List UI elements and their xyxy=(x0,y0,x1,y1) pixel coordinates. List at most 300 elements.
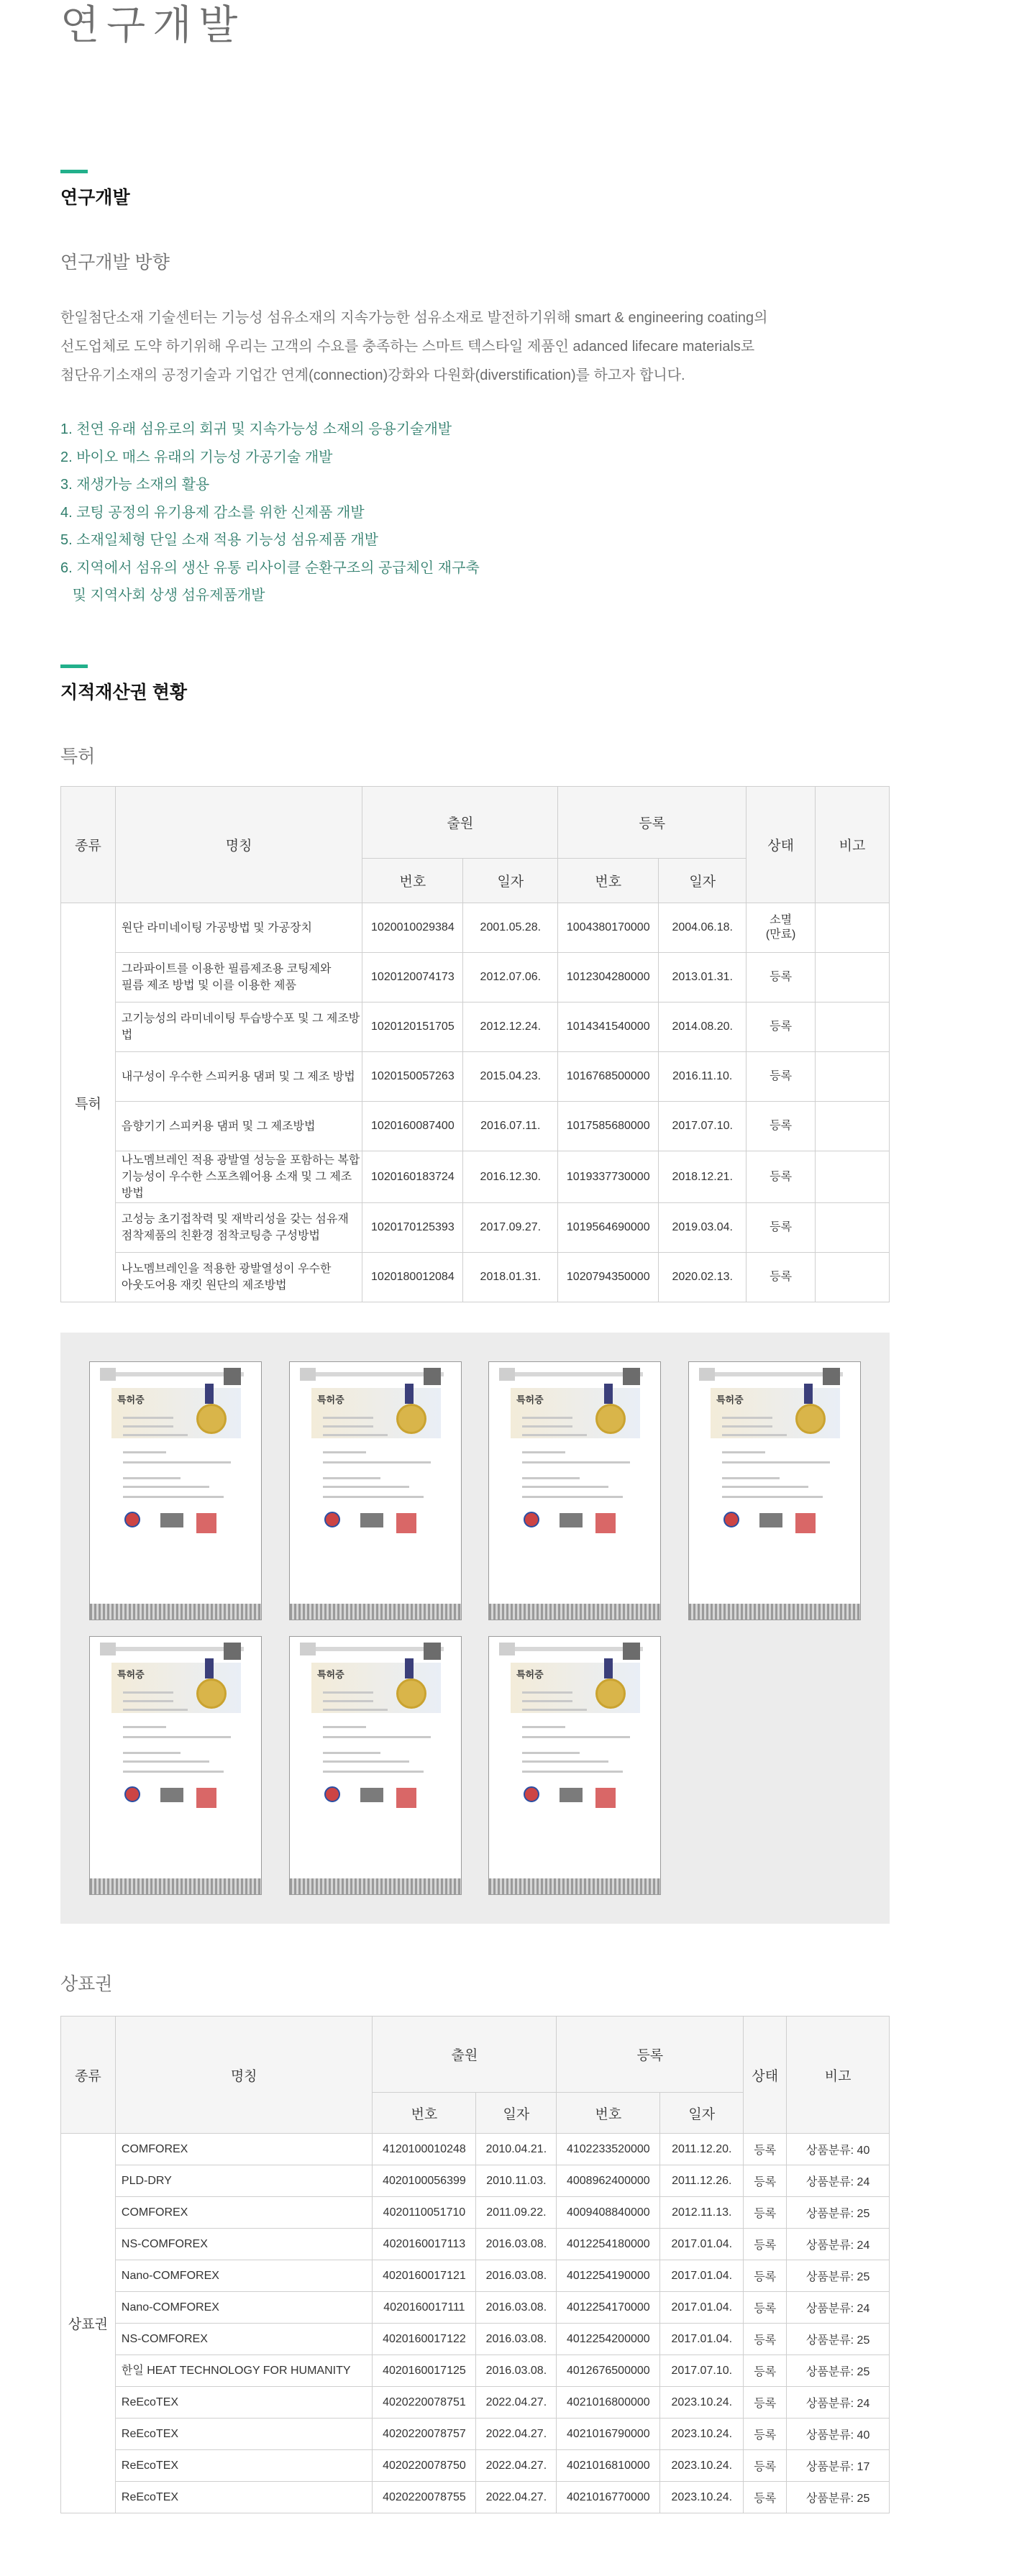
patent-certificate-image xyxy=(89,1636,262,1895)
note-cell: 상품분류: 25 xyxy=(787,2197,890,2229)
status-cell xyxy=(747,1253,816,1302)
section-accent-bar xyxy=(60,664,88,668)
certificate-corner-icon xyxy=(499,1368,515,1381)
name-cell xyxy=(115,1002,362,1052)
status-cell: 등록 xyxy=(744,2292,787,2324)
red-stamp-icon xyxy=(595,1788,616,1808)
cell-line: 등록 xyxy=(770,1221,793,1233)
reg-date-cell: 2023.10.24. xyxy=(660,2387,744,2419)
app-no-cell: 1020160183724 xyxy=(362,1151,463,1203)
certificate-text-line xyxy=(323,1736,431,1738)
name-cell xyxy=(115,953,362,1002)
certificate-text-line xyxy=(323,1417,373,1419)
app-date-cell: 2022.04.27. xyxy=(476,2482,557,2513)
reg-date-cell: 2017.01.04. xyxy=(660,2292,744,2324)
header-app-date: 일자 xyxy=(476,2093,557,2134)
gold-medal-icon xyxy=(595,1404,626,1434)
note-cell: 상품분류: 40 xyxy=(787,2134,890,2165)
certificate-text-line xyxy=(123,1425,173,1428)
certificate-text-line xyxy=(123,1726,166,1728)
certificate-text-line xyxy=(123,1752,181,1754)
patent-certificate-image xyxy=(688,1361,861,1620)
certificate-text-line xyxy=(123,1760,209,1763)
certificate-text-line xyxy=(323,1709,388,1711)
app-date-cell: 2016.03.08. xyxy=(476,2324,557,2355)
certificate-text-line xyxy=(123,1461,231,1463)
ribbon-icon xyxy=(405,1658,414,1678)
ribbon-icon xyxy=(604,1384,613,1404)
qr-code-icon xyxy=(224,1643,241,1660)
app-date-cell: 2016.12.30. xyxy=(463,1151,558,1203)
app-date-cell: 2011.09.22. xyxy=(476,2197,557,2229)
kind-cell: 상표권 xyxy=(61,2134,116,2513)
note-cell: 상품분류: 25 xyxy=(787,2260,890,2292)
table-row xyxy=(61,1151,890,1203)
reg-no-cell: 4021016790000 xyxy=(557,2419,660,2450)
header-application: 출원 xyxy=(373,2017,557,2093)
reg-date-cell: 2017.07.10. xyxy=(659,1102,747,1151)
app-date-cell: 2017.09.27. xyxy=(463,1203,558,1253)
certificate-text-line xyxy=(722,1461,830,1463)
app-no-cell: 1020180012084 xyxy=(362,1253,463,1302)
reg-date-cell: 2023.10.24. xyxy=(660,2419,744,2450)
list-item: 및 지역사회 상생 섬유제품개발 xyxy=(60,588,265,603)
certificate-text-line xyxy=(123,1486,209,1488)
reg-date-cell: 2017.01.04. xyxy=(660,2229,744,2260)
status-cell: 등록 xyxy=(744,2134,787,2165)
rnd-direction-list xyxy=(60,416,480,610)
certificate-title: 특허증 xyxy=(317,1394,344,1405)
kind-cell: 특허 xyxy=(61,903,116,1302)
ip-section-header xyxy=(60,664,187,704)
header-registration: 등록 xyxy=(557,2017,744,2093)
reg-no-cell: 4008962400000 xyxy=(557,2165,660,2197)
certificate-text-line xyxy=(323,1461,431,1463)
note-cell: 상품분류: 25 xyxy=(787,2355,890,2387)
rnd-paragraph-line: 첨단유기소재의 공정기술과 기업간 연계(connection)강화와 다원화(diverstification)를 하고자 합니다. xyxy=(60,367,685,383)
reg-date-cell: 2020.02.13. xyxy=(659,1253,747,1302)
name-cell: ReEcoTEX xyxy=(115,2450,373,2482)
table-row xyxy=(61,2229,890,2260)
reg-date-cell: 2023.10.24. xyxy=(660,2482,744,2513)
certificate-text-line xyxy=(522,1477,580,1479)
red-stamp-icon xyxy=(795,1513,816,1533)
certificate-text-line xyxy=(522,1771,623,1773)
certificate-text-line xyxy=(323,1760,409,1763)
header-status: 상태 xyxy=(747,787,816,903)
name-cell xyxy=(115,1052,362,1102)
table-row xyxy=(61,2260,890,2292)
cell-line: 고성능 초기접착력 및 재박리성을 갖는 섬유재 xyxy=(121,1213,349,1225)
status-cell xyxy=(747,1052,816,1102)
note-cell xyxy=(816,1151,890,1203)
certificate-text-line xyxy=(123,1434,188,1436)
note-cell xyxy=(816,1102,890,1151)
certificate-corner-icon xyxy=(300,1368,316,1381)
reg-no-cell: 4012254200000 xyxy=(557,2324,660,2355)
app-no-cell: 4020160017125 xyxy=(373,2355,476,2387)
status-cell: 등록 xyxy=(744,2482,787,2513)
certificate-text-line xyxy=(323,1771,424,1773)
certificate-text-line xyxy=(323,1425,373,1428)
certificate-text-line xyxy=(522,1417,572,1419)
note-cell xyxy=(816,1052,890,1102)
app-date-cell: 2010.04.21. xyxy=(476,2134,557,2165)
certificate-corner-icon xyxy=(699,1368,715,1381)
trademark-title: 상표권 xyxy=(60,1974,113,1994)
note-cell: 상품분류: 25 xyxy=(787,2324,890,2355)
table-row xyxy=(61,2355,890,2387)
certificate-text-line xyxy=(722,1434,787,1436)
app-no-cell: 4120100010248 xyxy=(373,2134,476,2165)
name-cell xyxy=(115,1151,362,1203)
certificate-text-line xyxy=(522,1700,572,1702)
app-date-cell: 2015.04.23. xyxy=(463,1052,558,1102)
table-row xyxy=(61,2450,890,2482)
gold-medal-icon xyxy=(196,1678,227,1709)
cell-line: 아웃도어용 재킷 원단의 제조방법 xyxy=(121,1279,287,1292)
certificate-title: 특허증 xyxy=(117,1669,145,1680)
list-item: 2. 바이오 매스 유래의 기능성 가공기술 개발 xyxy=(60,449,333,465)
patent-certificate-image xyxy=(488,1636,661,1895)
status-cell: 등록 xyxy=(744,2324,787,2355)
government-emblem-icon xyxy=(124,1786,140,1802)
status-cell xyxy=(747,1151,816,1203)
certificate-title: 특허증 xyxy=(516,1394,544,1405)
app-no-cell: 1020120151705 xyxy=(362,1002,463,1052)
app-no-cell: 1020010029384 xyxy=(362,903,463,953)
app-no-cell: 4020220078751 xyxy=(373,2387,476,2419)
app-no-cell: 4020160017122 xyxy=(373,2324,476,2355)
certificate-title: 특허증 xyxy=(716,1394,744,1405)
certificate-text-line xyxy=(522,1752,580,1754)
cell-line: 고기능성의 라미네이팅 투습방수포 및 그 제조방법 xyxy=(121,1013,360,1041)
app-date-cell: 2016.03.08. xyxy=(476,2292,557,2324)
app-no-cell: 4020220078750 xyxy=(373,2450,476,2482)
certificate-text-line xyxy=(323,1752,380,1754)
ribbon-icon xyxy=(205,1658,214,1678)
reg-date-cell: 2014.08.20. xyxy=(659,1002,747,1052)
qr-code-icon xyxy=(424,1643,441,1660)
header-app-date: 일자 xyxy=(463,859,558,903)
status-cell: 등록 xyxy=(744,2419,787,2450)
signature-seal xyxy=(160,1513,183,1527)
certificate-title: 특허증 xyxy=(117,1394,145,1405)
certificate-text-line xyxy=(123,1771,224,1773)
government-emblem-icon xyxy=(524,1786,539,1802)
app-no-cell: 4020100056399 xyxy=(373,2165,476,2197)
note-cell: 상품분류: 24 xyxy=(787,2292,890,2324)
trademark-table xyxy=(60,2016,890,2513)
app-no-cell: 4020110051710 xyxy=(373,2197,476,2229)
app-no-cell: 4020160017111 xyxy=(373,2292,476,2324)
reg-no-cell: 1019337730000 xyxy=(558,1151,659,1203)
reg-date-cell: 2011.12.26. xyxy=(660,2165,744,2197)
reg-no-cell: 4102233520000 xyxy=(557,2134,660,2165)
table-row xyxy=(61,1203,890,1253)
certificate-text-line xyxy=(323,1451,366,1453)
status-cell: 등록 xyxy=(744,2165,787,2197)
government-emblem-icon xyxy=(124,1512,140,1527)
app-no-cell: 1020120074173 xyxy=(362,953,463,1002)
reg-no-cell: 4012254170000 xyxy=(557,2292,660,2324)
certificate-title: 특허증 xyxy=(317,1669,344,1680)
certificate-text-line xyxy=(123,1496,224,1498)
reg-no-cell: 4021016800000 xyxy=(557,2387,660,2419)
name-cell: COMFOREX xyxy=(115,2134,373,2165)
name-cell: COMFOREX xyxy=(115,2197,373,2229)
header-app-number: 번호 xyxy=(362,859,463,903)
certificate-text-line xyxy=(522,1736,630,1738)
table-row xyxy=(61,2165,890,2197)
table-row xyxy=(61,2419,890,2450)
signature-seal xyxy=(560,1788,583,1802)
header-registration: 등록 xyxy=(558,787,747,859)
certificate-text-line xyxy=(123,1709,188,1711)
signature-seal xyxy=(160,1788,183,1802)
app-no-cell: 4020160017113 xyxy=(373,2229,476,2260)
patent-certificate-image xyxy=(488,1361,661,1620)
reg-no-cell: 1012304280000 xyxy=(558,953,659,1002)
patent-title: 특허 xyxy=(60,746,96,767)
certificate-text-line xyxy=(123,1477,181,1479)
certificate-text-line xyxy=(522,1461,630,1463)
certificate-text-line xyxy=(522,1726,565,1728)
cell-line: (만료) xyxy=(765,928,796,941)
note-cell: 상품분류: 25 xyxy=(787,2482,890,2513)
gold-medal-icon xyxy=(196,1404,227,1434)
app-no-cell: 4020220078755 xyxy=(373,2482,476,2513)
app-date-cell: 2010.11.03. xyxy=(476,2165,557,2197)
list-item: 6. 지역에서 섬유의 생산 유통 리사이클 순환구조의 공급체인 재구축 xyxy=(60,559,480,576)
name-cell: Nano-COMFOREX xyxy=(115,2292,373,2324)
red-stamp-icon xyxy=(595,1513,616,1533)
reg-date-cell: 2017.01.04. xyxy=(660,2260,744,2292)
certificate-text-line xyxy=(722,1486,808,1488)
gold-medal-icon xyxy=(396,1678,426,1709)
name-cell: ReEcoTEX xyxy=(115,2387,373,2419)
signature-seal xyxy=(360,1788,383,1802)
reg-date-cell: 2016.11.10. xyxy=(659,1052,747,1102)
certificate-text-line xyxy=(522,1434,587,1436)
reg-no-cell: 1017585680000 xyxy=(558,1102,659,1151)
gold-medal-icon xyxy=(396,1404,426,1434)
header-note: 비고 xyxy=(816,787,890,903)
certificate-footer-strip xyxy=(489,1878,660,1894)
ip-section-title: 지적재산권 현황 xyxy=(60,682,187,703)
cell-line: 등록 xyxy=(770,1170,793,1183)
rnd-direction-title: 연구개발 방향 xyxy=(60,252,170,273)
certificate-text-line xyxy=(722,1425,772,1428)
certificate-text-line xyxy=(323,1486,409,1488)
certificate-text-line xyxy=(722,1496,823,1498)
patent-certificate-image xyxy=(289,1361,462,1620)
qr-code-icon xyxy=(623,1368,640,1385)
patent-table xyxy=(60,786,890,1302)
header-reg-number: 번호 xyxy=(558,859,659,903)
certificate-text-line xyxy=(123,1700,173,1702)
certificate-corner-icon xyxy=(100,1368,116,1381)
signature-seal xyxy=(560,1513,583,1527)
red-stamp-icon xyxy=(196,1513,216,1533)
list-item: 4. 코팅 공정의 유기용제 감소를 위한 신제품 개발 xyxy=(60,504,365,521)
reg-date-cell: 2004.06.18. xyxy=(659,903,747,953)
status-cell xyxy=(747,1102,816,1151)
cell-line: 필름 제조 방법 및 이를 이용한 제품 xyxy=(121,979,296,992)
certificate-footer-strip xyxy=(489,1604,660,1620)
cell-line: 음향기기 스피커용 댐퍼 및 그 제조방법 xyxy=(121,1120,316,1133)
app-date-cell: 2001.05.28. xyxy=(463,903,558,953)
app-no-cell: 1020150057263 xyxy=(362,1052,463,1102)
certificate-text-line xyxy=(323,1434,388,1436)
status-cell xyxy=(747,1203,816,1253)
signature-seal xyxy=(759,1513,782,1527)
reg-no-cell: 4012254190000 xyxy=(557,2260,660,2292)
rnd-paragraph-line: 선도업체로 도약 하기위해 우리는 고객의 수요를 충족하는 스마트 텍스타일 제품인 adanced lifecare materials로 xyxy=(60,339,755,355)
certificate-footer-strip xyxy=(290,1878,461,1894)
certificate-text-line xyxy=(522,1451,565,1453)
certificate-footer-strip xyxy=(90,1604,261,1620)
app-date-cell: 2016.03.08. xyxy=(476,2355,557,2387)
app-no-cell: 4020220078757 xyxy=(373,2419,476,2450)
name-cell xyxy=(115,903,362,953)
reg-no-cell: 1020794350000 xyxy=(558,1253,659,1302)
certificate-text-line xyxy=(522,1691,572,1694)
reg-date-cell: 2019.03.04. xyxy=(659,1203,747,1253)
table-row xyxy=(61,953,890,1002)
patent-certificate-gallery xyxy=(60,1333,890,1924)
certificate-corner-icon xyxy=(300,1643,316,1655)
certificate-footer-strip xyxy=(290,1604,461,1620)
gold-medal-icon xyxy=(795,1404,826,1434)
cell-line: 점착제품의 친환경 점착코팅층 구성방법 xyxy=(121,1230,320,1242)
reg-date-cell: 2018.12.21. xyxy=(659,1151,747,1203)
ribbon-icon xyxy=(604,1658,613,1678)
patent-certificate-image xyxy=(289,1636,462,1895)
ribbon-icon xyxy=(804,1384,813,1404)
certificate-text-line xyxy=(522,1425,572,1428)
note-cell: 상품분류: 17 xyxy=(787,2450,890,2482)
app-no-cell: 1020170125393 xyxy=(362,1203,463,1253)
red-stamp-icon xyxy=(196,1788,216,1808)
ribbon-icon xyxy=(405,1384,414,1404)
status-cell: 등록 xyxy=(744,2355,787,2387)
cell-line: 원단 라미네이팅 가공방법 및 가공장치 xyxy=(121,921,312,934)
app-date-cell: 2016.03.08. xyxy=(476,2229,557,2260)
note-cell xyxy=(816,903,890,953)
certificate-text-line xyxy=(323,1726,366,1728)
header-reg-date: 일자 xyxy=(660,2093,744,2134)
header-name: 명칭 xyxy=(115,2017,373,2134)
rnd-paragraph-line: 한일첨단소재 기술센터는 기능성 섬유소재의 지속가능한 섬유소재로 발전하기위해 smart & engineering coating의 xyxy=(60,310,768,326)
name-cell xyxy=(115,1253,362,1302)
cell-line: 나노멤브레인 적용 광발열 성능을 포함하는 복합 xyxy=(121,1154,360,1166)
reg-no-cell: 4012254180000 xyxy=(557,2229,660,2260)
patent-certificate-image xyxy=(89,1361,262,1620)
qr-code-icon xyxy=(224,1368,241,1385)
rnd-section-title: 연구개발 xyxy=(60,188,130,208)
cell-line: 그라파이트를 이용한 필름제조용 코팅제와 xyxy=(121,963,332,975)
status-cell xyxy=(747,903,816,953)
header-reg-date: 일자 xyxy=(659,859,747,903)
app-date-cell: 2012.07.06. xyxy=(463,953,558,1002)
name-cell: ReEcoTEX xyxy=(115,2482,373,2513)
government-emblem-icon xyxy=(324,1512,340,1527)
header-name: 명칭 xyxy=(115,787,362,903)
reg-no-cell: 4021016810000 xyxy=(557,2450,660,2482)
reg-date-cell: 2017.01.04. xyxy=(660,2324,744,2355)
name-cell xyxy=(115,1102,362,1151)
cell-line: 기능성이 우수한 스포츠웨어용 소재 및 그 제조방법 xyxy=(121,1171,352,1200)
cell-line: 등록 xyxy=(770,1120,793,1132)
status-cell: 등록 xyxy=(744,2387,787,2419)
government-emblem-icon xyxy=(524,1512,539,1527)
reg-date-cell: 2023.10.24. xyxy=(660,2450,744,2482)
status-cell xyxy=(747,953,816,1002)
header-reg-number: 번호 xyxy=(557,2093,660,2134)
certificate-text-line xyxy=(522,1496,623,1498)
cell-line: 나노멤브레인을 적용한 광발열성이 우수한 xyxy=(121,1263,332,1275)
certificate-text-line xyxy=(722,1417,772,1419)
reg-no-cell: 1004380170000 xyxy=(558,903,659,953)
status-cell: 등록 xyxy=(744,2197,787,2229)
certificate-footer-strip xyxy=(689,1604,860,1620)
certificate-text-line xyxy=(323,1477,380,1479)
reg-no-cell: 4009408840000 xyxy=(557,2197,660,2229)
header-status: 상태 xyxy=(744,2017,787,2134)
red-stamp-icon xyxy=(396,1788,416,1808)
cell-line: 등록 xyxy=(770,1271,793,1283)
app-date-cell: 2016.07.11. xyxy=(463,1102,558,1151)
certificate-text-line xyxy=(722,1477,780,1479)
government-emblem-icon xyxy=(324,1786,340,1802)
table-row xyxy=(61,1052,890,1102)
certificate-text-line xyxy=(722,1451,765,1453)
name-cell: PLD-DRY xyxy=(115,2165,373,2197)
note-cell: 상품분류: 24 xyxy=(787,2229,890,2260)
app-date-cell: 2022.04.27. xyxy=(476,2387,557,2419)
table-row xyxy=(61,2324,890,2355)
app-date-cell: 2018.01.31. xyxy=(463,1253,558,1302)
list-item: 5. 소재일체형 단일 소재 적용 기능성 섬유제품 개발 xyxy=(60,532,378,548)
app-no-cell: 1020160087400 xyxy=(362,1102,463,1151)
table-row xyxy=(61,1253,890,1302)
certificate-text-line xyxy=(323,1691,373,1694)
status-cell: 등록 xyxy=(744,2229,787,2260)
header-note: 비고 xyxy=(787,2017,890,2134)
app-date-cell: 2022.04.27. xyxy=(476,2450,557,2482)
cell-line: 내구성이 우수한 스피커용 댐퍼 및 그 제조 방법 xyxy=(121,1070,355,1083)
cell-line: 등록 xyxy=(770,1020,793,1033)
cell-line: 등록 xyxy=(770,971,793,983)
certificate-text-line xyxy=(323,1496,424,1498)
note-cell: 상품분류: 24 xyxy=(787,2165,890,2197)
rnd-section-header xyxy=(60,170,130,209)
table-row xyxy=(61,2387,890,2419)
app-date-cell: 2016.03.08. xyxy=(476,2260,557,2292)
reg-date-cell: 2011.12.20. xyxy=(660,2134,744,2165)
header-app-number: 번호 xyxy=(373,2093,476,2134)
note-cell xyxy=(816,1203,890,1253)
qr-code-icon xyxy=(823,1368,840,1385)
note-cell: 상품분류: 24 xyxy=(787,2387,890,2419)
government-emblem-icon xyxy=(723,1512,739,1527)
table-row xyxy=(61,2134,890,2165)
status-cell: 등록 xyxy=(744,2260,787,2292)
note-cell xyxy=(816,1002,890,1052)
certificate-text-line xyxy=(522,1709,587,1711)
list-item: 3. 재생가능 소재의 활용 xyxy=(60,477,210,493)
